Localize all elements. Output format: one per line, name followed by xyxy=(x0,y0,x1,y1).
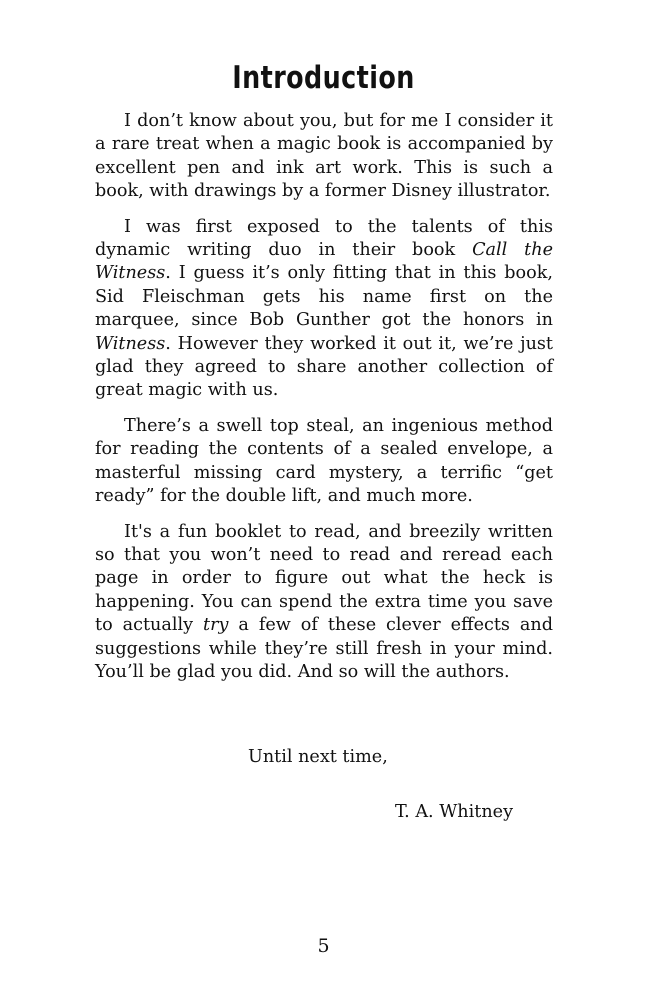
paragraph-4 xyxy=(95,521,553,685)
closing-line: Until next time, xyxy=(248,747,388,767)
author-signature: T. A. Whitney xyxy=(395,802,514,822)
paragraph-text: It's a fun booklet to read, and breezily written so that you won’t need to read and reread each page in order to figure out what the heck is happening. You can spend the extra time you save to actually xyxy=(95,521,553,636)
italic-title-text: Witness xyxy=(95,333,166,354)
paragraph-text: . I guess it’s only fitting that in this book, Sid Fleischman gets his name first on the marquee, since Bob Gunther got the honors in xyxy=(95,263,553,331)
paragraph-1 xyxy=(95,110,553,204)
paragraph-text: I don’t know about you, but for me I consider it a rare treat when a magic book is accompanied by excellent pen and ink art work. This is such a book, with drawings by a former Disney illustrator. xyxy=(95,111,553,202)
paragraph-text: . However they worked it out it, we’re just glad they agreed to share another collection of great magic with us. xyxy=(95,333,553,401)
paragraph-2 xyxy=(95,216,553,403)
body-text xyxy=(95,110,553,696)
italic-title-text: try xyxy=(203,615,229,636)
paragraph-text: I was first exposed to the talents of this dynamic writing duo in their book xyxy=(95,216,553,261)
paragraph-3 xyxy=(95,415,553,509)
italic-title-text: Call the Witness xyxy=(95,240,553,284)
paragraph-text: There’s a swell top steal, an ingenious method for reading the contents of a sealed envelope, a masterful missing card mystery, a terrific “get ready” for the double lift, and much more. xyxy=(95,415,553,507)
page-number: 5 xyxy=(317,935,330,957)
paragraph-text: a few of these clever effects and suggestions while they’re still fresh in your mind. You’ll be glad you did. And so will the authors. xyxy=(95,615,553,682)
chapter-title: Introduction xyxy=(232,60,415,96)
